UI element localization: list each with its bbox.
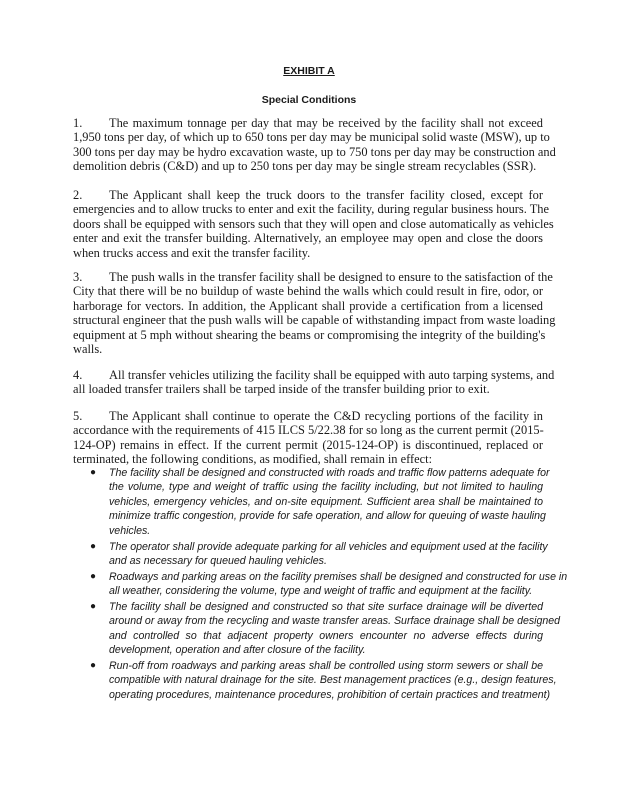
text-line: [73, 202, 549, 217]
text-line: [73, 327, 546, 342]
text-line: compatible with natural drainage for the site. Best management practices (e.g., design features,: [109, 674, 557, 687]
bullet-icon: ●: [90, 660, 97, 671]
bullet-item: [90, 659, 557, 702]
text-line: The facility shall be designed and constructed with roads and traffic flow patterns adequate for: [109, 467, 550, 479]
bullet-icon: ●: [90, 571, 97, 582]
text-line: and controlled so that adjacent property owners encounter no adverse effects during: [109, 629, 543, 642]
text-line: [73, 130, 550, 145]
condition-paragraph: [73, 368, 555, 397]
text-line: minimize traffic congestion, provide for safe operation, and allow for queuing of waste hauling: [109, 510, 546, 523]
line-text: emergencies and to allow trucks to enter and exit the facility, during regular business hours. The: [73, 202, 549, 217]
line-text: terminated, the following conditions, as modified, shall remain in effect:: [73, 452, 433, 467]
paragraph-number: 4.: [73, 368, 83, 382]
bullet-item: [90, 540, 548, 569]
text-line: [73, 159, 543, 173]
line-text: The Applicant shall continue to operate the C&D recycling portions of the facility in: [109, 409, 543, 423]
condition-paragraph: [73, 409, 543, 467]
condition-paragraph: [73, 270, 556, 356]
text-line: [73, 438, 543, 452]
line-text: The Applicant shall keep the truck doors to the transfer facility closed, except for: [109, 188, 543, 202]
line-text: enter and exit the transfer building. Alternatively, an employee may open and close the doors: [73, 231, 543, 246]
line-text: when trucks access and exit the transfer facility.: [73, 245, 311, 260]
text-line: Roadways and parking areas on the facility premises shall be designed and constructed for use in: [109, 571, 568, 583]
line-text: accordance with the requirements of 415 ILCS 5/22.38 for so long as the current permit (2015-: [73, 423, 544, 438]
text-line: vehicles, emergency vehicles, and on-site equipment. Sufficient area shall be maintained to: [109, 495, 543, 508]
exhibit-title: EXHIBIT A: [283, 65, 335, 77]
text-line: operating procedures, maintenance procedures, prohibition of certain practices and treatment): [109, 688, 551, 701]
line-text: The push walls in the transfer facility shall be designed to ensure to the satisfaction of the: [109, 270, 553, 284]
text-line: [73, 188, 543, 202]
text-line: [73, 423, 543, 437]
paragraph-number: 3.: [73, 270, 83, 284]
condition-paragraph: [73, 116, 556, 174]
text-line: [73, 246, 543, 260]
text-line: all weather, considering the volume, type and weight of traffic and equipment at the facility.: [109, 585, 533, 598]
paragraph-number: 2.: [73, 188, 83, 202]
line-text: City that there will be no buildup of waste behind the walls which could result in fire, odor, or: [73, 284, 543, 299]
text-line: [73, 452, 543, 466]
line-text: all loaded transfer trailers shall be tarped inside of the transfer building prior to exit.: [73, 382, 490, 397]
text-line: [73, 382, 543, 396]
paragraph-number: 1.: [73, 116, 83, 130]
line-text: walls.: [73, 341, 103, 356]
text-line: [73, 231, 543, 245]
line-text: The maximum tonnage per day that may be received by the facility shall not exceed: [109, 116, 543, 130]
text-line: development, operation and after closure of the facility.: [109, 644, 366, 657]
text-line: [73, 313, 556, 328]
line-text: harborage for vectors. In addition, the Applicant shall provide a certification from a licensed: [73, 298, 543, 313]
text-line: The facility shall be designed and constructed so that site surface drainage will be diverted: [109, 601, 543, 613]
text-line: [73, 216, 554, 231]
text-line: [73, 299, 543, 313]
condition-paragraph: [73, 188, 554, 260]
text-line: [73, 116, 543, 130]
line-text: doors shall be equipped with sensors such that they will open and close automatically as vehicles: [73, 216, 554, 231]
text-line: [73, 342, 543, 356]
text-line: [73, 368, 555, 382]
line-text: demolition debris (C&D) and up to 250 tons per day may be single stream recyclables (SSR).: [73, 159, 537, 174]
text-line: The operator shall provide adequate parking for all vehicles and equipment used at the facility: [109, 541, 548, 553]
line-text: 124-OP) remains in effect. If the current permit (2015-124-OP) is discontinued, replaced or: [73, 437, 543, 452]
text-line: [73, 284, 543, 298]
section-heading: Special Conditions: [261, 94, 357, 106]
text-line: Run-off from roadways and parking areas shall be controlled using storm sewers or shall be: [109, 660, 543, 672]
text-line: [73, 144, 556, 159]
line-text: 300 tons per day may be hydro excavation waste, up to 750 tons per day may be construction and: [73, 144, 556, 159]
text-line: vehicles.: [109, 524, 151, 537]
bullet-icon: ●: [90, 467, 97, 478]
bullet-item: [90, 466, 550, 538]
line-text: 1,950 tons per day, of which up to 650 tons per day may be municipal solid waste (MSW), up to: [73, 130, 550, 145]
bullet-item: [90, 570, 568, 599]
bullet-item: [90, 600, 561, 658]
bullet-icon: ●: [90, 541, 97, 552]
paragraph-number: 5.: [73, 409, 83, 423]
text-line: and as necessary for queued hauling vehicles.: [109, 555, 327, 568]
text-line: [73, 270, 553, 284]
line-text: structural engineer that the push walls will be capable of withstanding impact from waste loading: [73, 313, 556, 328]
text-line: [73, 409, 543, 423]
text-line: the volume, type and weight of traffic using the facility including, but not limited to hauling: [109, 481, 543, 494]
line-text: All transfer vehicles utilizing the facility shall be equipped with auto tarping systems, and: [109, 368, 555, 382]
text-line: around or away from the recycling and waste transfer areas. Surface drainage shall be designed: [109, 615, 561, 628]
bullet-icon: ●: [90, 601, 97, 612]
line-text: equipment at 5 mph without shearing the beams or compromising the integrity of the building's: [73, 327, 546, 342]
